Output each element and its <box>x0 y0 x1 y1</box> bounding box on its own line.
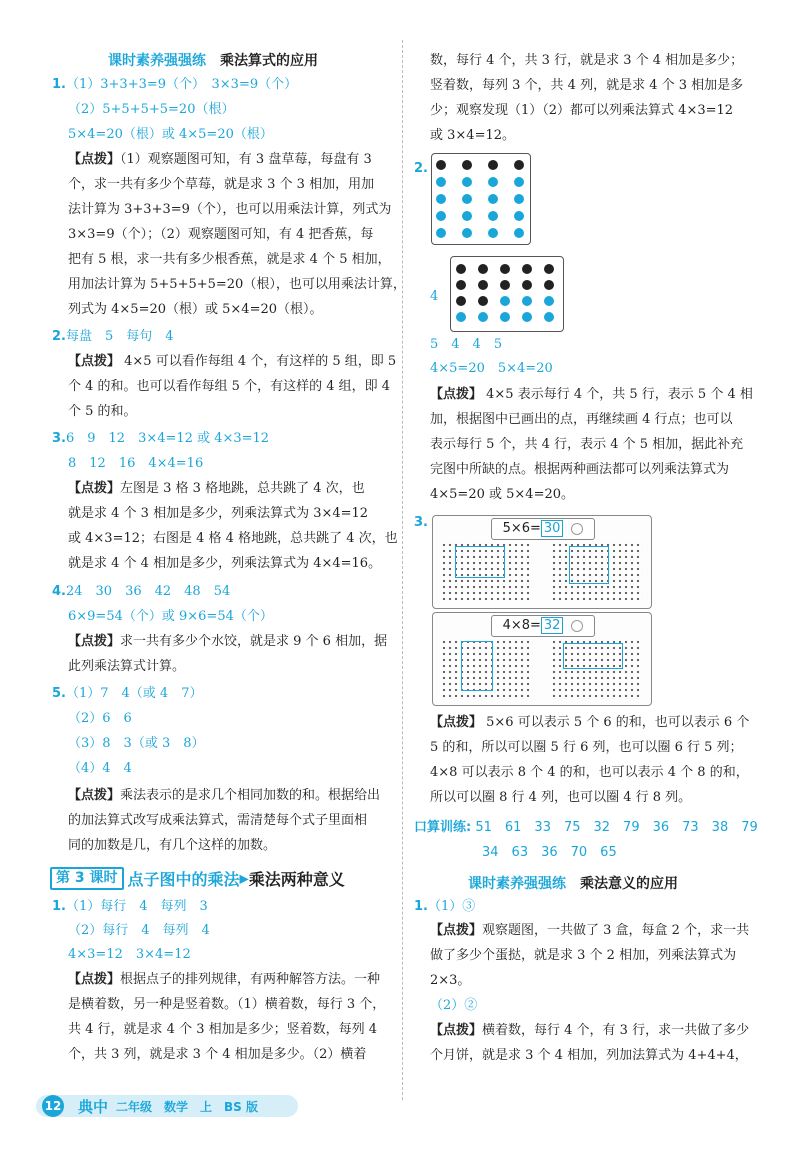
dot <box>514 194 524 204</box>
brand-logo: 典中 <box>78 1098 109 1116</box>
dot <box>462 160 472 170</box>
q3-tip-line: 就是求 4 个 3 相加是多少，列乘法算式为 3×4=12 <box>68 506 369 521</box>
tip-tag: 【点拨】 <box>68 972 121 987</box>
dot <box>462 177 472 187</box>
circle-rows-6x5 <box>569 546 609 584</box>
q4-tip-line: 此列乘法算式计算。 <box>68 659 186 674</box>
r1-tip-line: 【点拨】横着数，每行 4 个，有 3 行，求一共做了多少 <box>430 1023 750 1038</box>
circle-rows-5x6 <box>455 546 505 578</box>
dot <box>500 312 510 322</box>
tip-tag: 【点拨】 <box>68 152 121 167</box>
page-number: 12 <box>42 1095 64 1117</box>
dot <box>544 280 554 290</box>
q1-answer-2: （2）5+5+5+5=20（根） <box>68 102 235 117</box>
dot <box>478 280 488 290</box>
dot <box>544 296 554 306</box>
q5-answer-2: （2）6 6 <box>68 711 132 726</box>
dot <box>500 264 510 274</box>
q4-answer-1: 4.24 30 36 42 48 54 <box>52 584 231 599</box>
q5-number: 5. <box>52 686 66 701</box>
q4-number: 4. <box>52 584 66 599</box>
q1-tip-line: 3×3=9（个）；（2）观察题图可知，有 4 把香蕉，每 <box>68 227 374 242</box>
rq3-number: 3. <box>414 515 428 530</box>
q3-tip-line: 【点拨】左图是 3 格 3 格地跳，总共跳了 4 次，也 <box>68 481 365 496</box>
dot <box>514 160 524 170</box>
q1-tip-line: 个，求一共有多少个草莓，就是求 3 个 3 相加，用加 <box>68 177 375 192</box>
q1-answer-1: 1.（1）3+3+3=9（个） 3×3=9（个） <box>52 77 298 92</box>
q2-tip-line: 个 4 的和。也可以看作每组 5 个，有这样的 4 组，即 4 <box>68 379 391 394</box>
rq2-number: 2. <box>414 161 428 176</box>
dot <box>522 296 532 306</box>
r1-tip-line: 做了多少个蛋挞，就是求 3 个 2 相加，列乘法算式为 <box>430 948 737 963</box>
q5-tip-line: 的加法算式改写成乘法算式，需清楚每个式子里面相 <box>68 813 368 828</box>
l1-answer-2: （2）每行 4 每列 4 <box>68 923 210 938</box>
dot <box>522 312 532 322</box>
rq3-tip-line: 5 的和，所以可以圈 5 行 6 列，也可以圈 6 行 5 列； <box>430 740 743 755</box>
heading-blue: 课时素养强强练 <box>108 53 206 69</box>
q2-answer: 2.每盘 5 每句 4 <box>52 329 174 344</box>
rq3-tip-line: 所以可以圈 8 行 4 列，也可以圈 4 行 8 列。 <box>430 790 692 805</box>
rq2-tip-line: 加，根据图中已画出的点，再继续画 4 行点；也可以 <box>430 412 733 427</box>
q2-tip-line: 【点拨】 4×5 可以看作每组 4 个，有这样的 5 组，即 5 <box>68 354 397 369</box>
dot <box>514 228 524 238</box>
dot <box>488 194 498 204</box>
dot <box>462 211 472 221</box>
equation-box-2: 4×8= 32 <box>491 615 595 637</box>
rq2-tip-line: 完图中所缺的点。根据两种画法都可以列乘法算式为 <box>430 462 730 477</box>
dot <box>456 264 466 274</box>
rq2-answer-1: 5 4 4 5 <box>430 337 503 352</box>
circle-rows-4x8 <box>563 643 623 669</box>
dot-grid-figure-2 <box>450 256 564 332</box>
l1-answer-3: 4×3=12 3×4=12 <box>68 947 191 962</box>
q3-number: 3. <box>52 431 66 446</box>
lesson-number-box: 第 3 课时 <box>50 867 124 890</box>
dot <box>436 211 446 221</box>
column-divider <box>402 40 403 1100</box>
q1-tip-line: 法计算为 3+3+3=9（个），也可以用乘法计算，列式为 <box>68 202 392 217</box>
tip-tag: 【点拨】 <box>430 387 483 402</box>
dot <box>514 177 524 187</box>
circle-rows-8x4 <box>461 641 493 691</box>
r1-tip-line: 【点拨】观察题图，一共做了 3 盒，每盒 2 个，求一共 <box>430 923 750 938</box>
cont-line: 竖着数，每列 3 个，共 4 列，就是求 4 个 3 相加是多 <box>430 78 744 93</box>
cont-line: 或 3×4=12。 <box>430 128 516 143</box>
peg-board-1 <box>432 515 652 609</box>
section-heading-right <box>468 873 678 893</box>
tip-tag: 【点拨】 <box>430 715 483 730</box>
q2-tip-line: 个 5 的和。 <box>68 404 137 419</box>
dot <box>436 194 446 204</box>
oral-practice-row-2: 34 63 36 70 65 <box>482 845 617 860</box>
q4-answer-2: 6×9=54（个）或 9×6=54（个） <box>68 609 273 624</box>
oral-practice-label: 口算训练: <box>414 820 472 835</box>
dot <box>544 264 554 274</box>
dot <box>488 228 498 238</box>
dot <box>478 312 488 322</box>
r1-number: 1. <box>414 899 428 914</box>
dot <box>478 264 488 274</box>
heading-black: 乘法算式的应用 <box>220 53 318 69</box>
result-1: 30 <box>541 520 564 537</box>
dot <box>488 160 498 170</box>
q1-tip-line: 用加法计算为 5+5+5+5=20（根），也可以用乘法计算， <box>68 277 406 292</box>
dot <box>488 177 498 187</box>
knob-icon <box>571 620 583 632</box>
rq2-tip-line: 4×5=20 或 5×4=20。 <box>430 487 575 502</box>
q3-answer-1: 3.6 9 12 3×4=12 或 4×3=12 <box>52 431 270 446</box>
q1-tip-line: 把有 5 根，求一共有多少根香蕉，就是求 4 个 5 相加， <box>68 252 391 267</box>
cont-line: 数，每行 4 个，共 3 行，就是求 3 个 4 相加是多少； <box>430 53 744 68</box>
dot <box>462 228 472 238</box>
l1-answer-1: 1.（1）每行 4 每列 3 <box>52 899 208 914</box>
dot <box>500 296 510 306</box>
q3-tip-line: 或 4×3=12；右图是 4 格 4 格地跳，总共跳了 4 次，也 <box>68 531 398 546</box>
r1-answer-1: 1.（1）③ <box>414 899 476 914</box>
q5-answer-3: （3）8 3（或 3 8） <box>68 736 205 751</box>
q5-answer-1: 5.（1）7 4（或 4 7） <box>52 686 203 701</box>
tip-tag: 【点拨】 <box>68 634 121 649</box>
knob-icon <box>571 523 583 535</box>
r1-tip-line: 2×3。 <box>430 973 471 988</box>
dot <box>436 228 446 238</box>
rq2-answer-2: 4×5=20 5×4=20 <box>430 361 553 376</box>
q5-answer-4: （4）4 4 <box>68 761 132 776</box>
heading-blue: 课时素养强强练 <box>468 876 566 892</box>
dot <box>478 296 488 306</box>
q2-number: 2. <box>52 329 66 344</box>
rq2-side-label: 4 <box>430 289 439 304</box>
tip-tag: 【点拨】 <box>68 481 121 496</box>
dot <box>456 312 466 322</box>
section-heading-left <box>108 50 318 70</box>
rq3-number-line <box>414 514 428 532</box>
q1-answer-3: 5×4=20（根）或 4×5=20（根） <box>68 127 273 142</box>
l1-number: 1. <box>52 899 66 914</box>
peg-board-2 <box>432 612 652 706</box>
rq3-tip-line: 4×8 可以表示 8 个 4 的和，也可以表示 4 个 8 的和， <box>430 765 749 780</box>
dot-grid-figure-1 <box>431 153 531 245</box>
l1-tip-line: 个，共 3 列，就是求 3 个 4 相加是多少。（2）横着 <box>68 1047 367 1062</box>
q3-tip-line: 就是求 4 个 4 相加是多少，列乘法算式为 4×4=16。 <box>68 556 382 571</box>
q5-tip-line: 【点拨】乘法表示的是求几个相同加数的和。根据给出 <box>68 788 381 803</box>
dot <box>522 280 532 290</box>
tip-tag: 【点拨】 <box>430 1023 483 1038</box>
q5-tip-line: 同的加数是几，有几个这样的加数。 <box>68 838 277 853</box>
r1-answer-2: （2）② <box>430 998 478 1013</box>
dot <box>456 280 466 290</box>
dot <box>436 177 446 187</box>
page-footer <box>36 1095 298 1117</box>
tip-tag: 【点拨】 <box>430 923 483 938</box>
q1-tip-line: 列式为 4×5=20（根）或 5×4=20（根）。 <box>68 302 323 317</box>
dot <box>462 194 472 204</box>
rq2-tip-line: 表示每行 5 个，共 4 行，表示 4 个 5 相加，据此补充 <box>430 437 744 452</box>
l1-tip-line: 【点拨】根据点子的排列规律，有两种解答方法。一种 <box>68 972 381 987</box>
cont-line: 少；观察发现（1）（2）都可以列乘法算式 4×3=12 <box>430 103 734 118</box>
tip-tag: 【点拨】 <box>68 354 121 369</box>
l1-tip-line: 共 4 行，就是求 4 个 3 相加是多少；竖着数，每列 4 <box>68 1022 378 1037</box>
lesson-banner <box>50 867 390 891</box>
dot <box>500 280 510 290</box>
dot <box>488 211 498 221</box>
heading-black: 乘法意义的应用 <box>580 876 678 892</box>
dot <box>522 264 532 274</box>
arrow-right-icon: ▶ <box>239 871 249 886</box>
q1-number: 1. <box>52 77 66 92</box>
dot <box>514 211 524 221</box>
dot <box>544 312 554 322</box>
lesson-title: 点子图中的乘法 <box>127 870 240 889</box>
rq2-number-line <box>414 160 428 178</box>
tip-tag: 【点拨】 <box>68 788 121 803</box>
result-2: 32 <box>541 617 564 634</box>
r1-tip-line: 个月饼，就是求 3 个 4 相加，列加法算式为 4+4+4， <box>430 1048 748 1063</box>
rq3-tip-line: 【点拨】 5×6 可以表示 5 个 6 的和，也可以表示 6 个 <box>430 715 750 730</box>
book-meta: 二年级 数学 上 BS 版 <box>116 1100 258 1114</box>
l1-tip-line: 是横着数，另一种是竖着数。（1）横着数，每行 3 个， <box>68 997 386 1012</box>
dot <box>436 160 446 170</box>
dot <box>456 296 466 306</box>
lesson-subtitle: 乘法两种意义 <box>248 870 345 889</box>
q3-answer-2: 8 12 16 4×4=16 <box>68 456 204 471</box>
rq2-tip-line: 【点拨】 4×5 表示每行 4 个，共 5 行，表示 5 个 4 相 <box>430 387 753 402</box>
equation-box-1: 5×6= 30 <box>491 518 595 540</box>
q4-tip-line: 【点拨】求一共有多少个水饺，就是求 9 个 6 相加，据 <box>68 634 388 649</box>
q1-tip-line: 【点拨】（1）观察题图可知，有 3 盘草莓，每盘有 3 <box>68 152 372 167</box>
oral-practice-row-1: 口算训练: 51 61 33 75 32 79 36 73 38 79 <box>414 820 758 835</box>
